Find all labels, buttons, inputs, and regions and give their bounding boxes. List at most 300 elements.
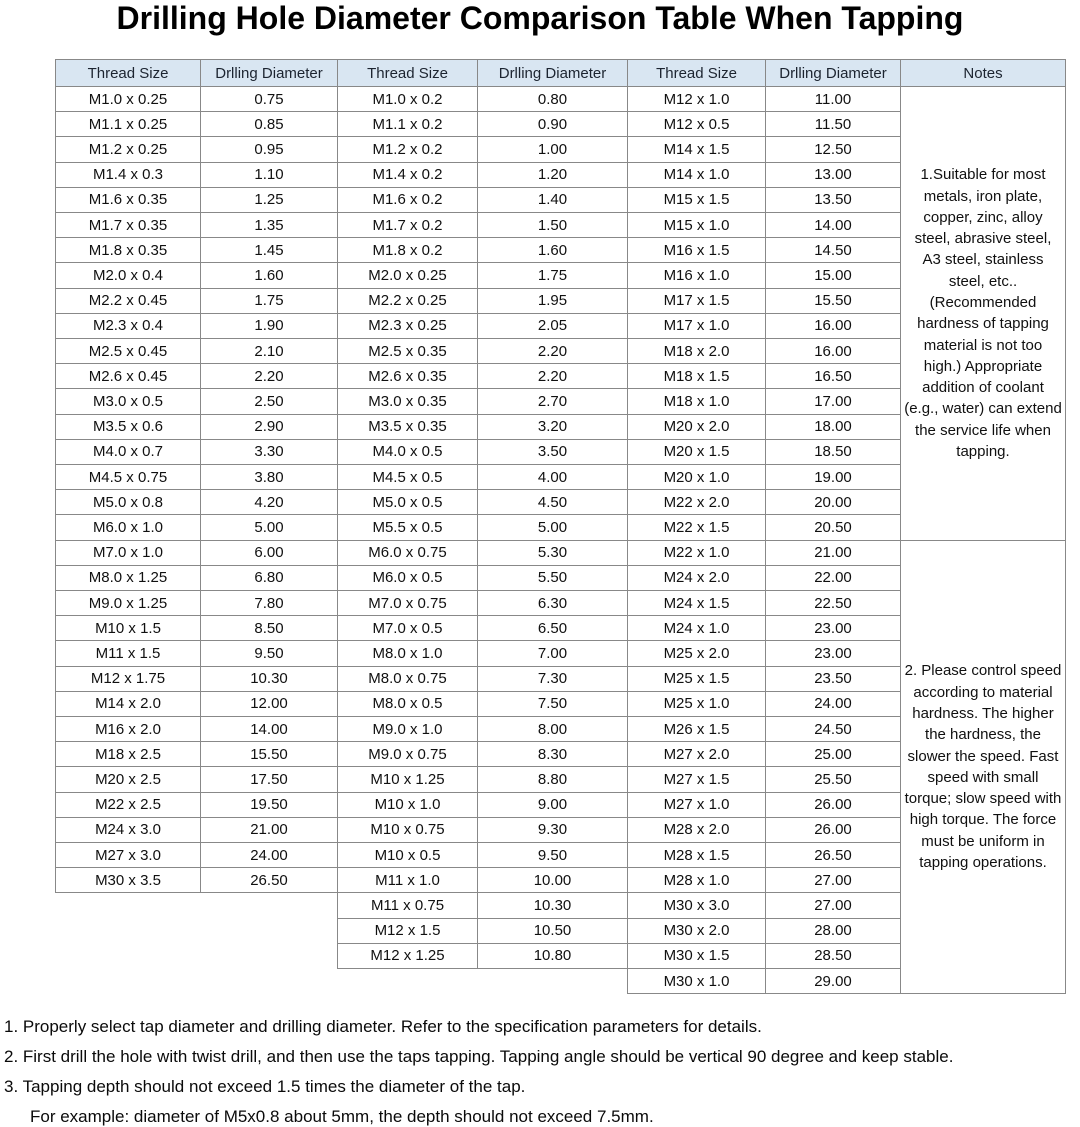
drill-diameter-cell-text: 21.00 [814, 544, 852, 562]
thread-size-cell-text: M14 x 1.0 [663, 166, 730, 184]
drill-diameter-cell [765, 792, 901, 818]
thread-size-cell-text: M1.1 x 0.25 [88, 115, 168, 133]
drill-diameter-cell [477, 162, 628, 188]
drill-diameter-cell [477, 464, 628, 490]
thread-size-cell-text: M11 x 1.5 [95, 644, 161, 662]
thread-size-cell [55, 338, 201, 364]
thread-size-cell-text: M1.8 x 0.35 [88, 241, 168, 259]
drill-diameter-cell [200, 262, 338, 288]
thread-size-cell [55, 842, 201, 868]
thread-size-cell-text: M7.0 x 1.0 [92, 544, 164, 562]
drill-diameter-cell-text: 5.00 [254, 518, 284, 536]
drill-diameter-cell-text: 0.85 [254, 115, 284, 133]
drill-diameter-cell-text: 9.50 [537, 846, 568, 864]
drill-diameter-cell-text: 1.25 [254, 191, 284, 209]
notes-cell-2-text: 2. Please control speed according to material hardness. The higher the hardness, the slower the speed. Fast speed with small torque; slow speed with high torque. The force must be uniform in tapping operations. [904, 662, 1062, 872]
drill-diameter-cell-text: 0.80 [537, 90, 568, 108]
drill-diameter-cell [765, 867, 901, 893]
thread-size-cell-text: M4.5 x 0.75 [88, 468, 168, 486]
thread-size-cell [337, 388, 478, 414]
thread-size-cell-text: M15 x 1.0 [663, 216, 730, 234]
drill-diameter-cell [477, 766, 628, 792]
drill-diameter-cell-text: 17.00 [814, 392, 852, 410]
drill-diameter-cell [200, 514, 338, 540]
thread-size-cell-text: M1.8 x 0.2 [372, 241, 443, 259]
thread-size-cell [337, 666, 478, 692]
drill-diameter-cell [200, 86, 338, 112]
drill-diameter-cell-text: 6.00 [254, 544, 284, 562]
thread-size-cell-text: M27 x 1.5 [663, 770, 730, 788]
thread-size-cell [337, 212, 478, 238]
drill-diameter-cell [477, 842, 628, 868]
header-cell-5-text: Thread Size [656, 64, 737, 82]
footer-note-2: 2. First drill the hole with twist drill, and then use the taps tapping. Tapping angle should be vertical 90 degree and keep stable. [4, 1047, 954, 1066]
drill-diameter-cell-text: 19.00 [814, 468, 852, 486]
thread-size-cell [627, 262, 766, 288]
drill-diameter-cell-text: 26.00 [814, 796, 852, 814]
drill-diameter-cell-text: 5.00 [537, 518, 568, 536]
drill-diameter-cell [200, 288, 338, 314]
thread-size-cell [627, 464, 766, 490]
drill-diameter-cell-text: 24.50 [814, 720, 852, 738]
thread-size-cell [627, 716, 766, 742]
drill-diameter-cell-text: 2.05 [537, 317, 568, 335]
thread-size-cell [55, 212, 201, 238]
drill-diameter-cell-text: 5.30 [537, 544, 568, 562]
drill-diameter-cell [765, 262, 901, 288]
drill-diameter-cell-text: 1.40 [537, 191, 568, 209]
header-cell-2 [200, 59, 338, 87]
thread-size-cell-text: M24 x 1.0 [663, 619, 730, 637]
drill-diameter-cell-text: 2.20 [254, 367, 284, 385]
thread-size-cell [627, 741, 766, 767]
thread-size-cell-text: M12 x 1.5 [374, 922, 441, 940]
thread-size-cell-text: M12 x 1.25 [370, 947, 445, 965]
thread-size-cell [55, 716, 201, 742]
drill-diameter-cell-text: 6.80 [254, 569, 284, 587]
drill-diameter-cell [477, 111, 628, 137]
footer-notes [4, 1012, 1078, 1127]
thread-size-cell-text: M1.7 x 0.2 [372, 216, 443, 234]
thread-size-cell [55, 111, 201, 137]
thread-size-cell-text: M22 x 1.5 [663, 518, 730, 536]
thread-size-cell-text: M4.0 x 0.7 [92, 443, 164, 461]
thread-size-cell-text: M30 x 3.0 [663, 896, 730, 914]
thread-size-cell [337, 918, 478, 944]
header-cell-4-text: Drlling Diameter [498, 64, 607, 82]
drill-diameter-cell-text: 23.00 [814, 644, 852, 662]
drill-diameter-cell-text: 8.30 [537, 745, 568, 763]
drill-diameter-cell-text: 22.00 [814, 569, 852, 587]
thread-size-cell-text: M3.0 x 0.5 [92, 392, 164, 410]
thread-size-cell-text: M2.3 x 0.25 [368, 317, 447, 335]
thread-size-cell [627, 136, 766, 162]
drill-diameter-cell [200, 439, 338, 465]
drill-diameter-cell-text: 24.00 [250, 846, 288, 864]
thread-size-cell [337, 313, 478, 339]
thread-size-cell [337, 565, 478, 591]
drill-diameter-cell-text: 28.50 [814, 947, 852, 965]
drill-diameter-cell [765, 590, 901, 616]
thread-size-cell-text: M4.5 x 0.5 [372, 468, 443, 486]
drill-diameter-cell-text: 21.00 [250, 821, 288, 839]
thread-size-cell-text: M8.0 x 0.5 [372, 695, 443, 713]
drill-diameter-cell-text: 23.00 [814, 619, 852, 637]
thread-size-cell-text: M1.7 x 0.35 [88, 216, 168, 234]
thread-size-cell [337, 288, 478, 314]
drill-diameter-cell [200, 640, 338, 666]
thread-size-cell [627, 691, 766, 717]
thread-size-cell-text: M1.2 x 0.25 [88, 140, 168, 158]
drill-diameter-cell [765, 943, 901, 969]
drill-diameter-cell [765, 212, 901, 238]
thread-size-cell-text: M10 x 1.0 [374, 796, 441, 814]
drill-diameter-cell [765, 817, 901, 843]
thread-size-cell [337, 540, 478, 566]
thread-size-cell [55, 464, 201, 490]
drill-diameter-cell [765, 414, 901, 440]
thread-size-cell [337, 943, 478, 969]
drill-diameter-cell [200, 111, 338, 137]
drill-diameter-cell-text: 27.00 [814, 871, 852, 889]
thread-size-cell-text: M2.5 x 0.35 [368, 342, 447, 360]
drill-diameter-cell-text: 2.20 [537, 342, 568, 360]
drill-diameter-cell-text: 4.00 [537, 468, 568, 486]
drill-diameter-cell [477, 565, 628, 591]
thread-size-cell [337, 766, 478, 792]
thread-size-cell [55, 741, 201, 767]
drill-diameter-cell [477, 187, 628, 213]
drill-diameter-cell-text: 7.80 [254, 594, 284, 612]
thread-size-cell [627, 766, 766, 792]
drill-diameter-cell-text: 29.00 [814, 972, 852, 990]
thread-size-cell [627, 867, 766, 893]
drill-diameter-cell [765, 187, 901, 213]
drill-diameter-cell-text: 8.50 [254, 619, 284, 637]
thread-size-cell-text: M1.1 x 0.2 [372, 115, 443, 133]
drill-diameter-cell [765, 313, 901, 339]
thread-size-cell-text: M26 x 1.5 [663, 720, 730, 738]
thread-size-cell-text: M25 x 1.0 [663, 695, 730, 713]
thread-size-cell [337, 615, 478, 641]
thread-size-cell [55, 540, 201, 566]
drill-diameter-cell-text: 1.75 [537, 266, 568, 284]
thread-size-cell [627, 817, 766, 843]
thread-size-cell [337, 817, 478, 843]
drill-diameter-cell [477, 86, 628, 112]
thread-size-cell-text: M17 x 1.5 [663, 292, 730, 310]
thread-size-cell-text: M2.5 x 0.45 [88, 342, 168, 360]
thread-size-cell [627, 187, 766, 213]
drill-diameter-cell-text: 4.50 [537, 493, 568, 511]
drill-diameter-cell-text: 7.30 [537, 670, 568, 688]
drill-diameter-cell [477, 691, 628, 717]
drill-diameter-cell [765, 464, 901, 490]
thread-size-cell [55, 666, 201, 692]
thread-size-cell-text: M2.6 x 0.45 [88, 367, 168, 385]
thread-size-cell [337, 86, 478, 112]
drill-diameter-cell-text: 9.50 [254, 644, 284, 662]
drill-diameter-cell [765, 237, 901, 263]
drill-diameter-cell [200, 414, 338, 440]
header-cell-1 [55, 59, 201, 87]
thread-size-cell-text: M8.0 x 1.0 [372, 644, 443, 662]
drill-diameter-cell [200, 741, 338, 767]
drill-diameter-cell-text: 11.50 [814, 115, 852, 133]
drill-diameter-cell-text: 9.30 [537, 821, 568, 839]
drill-diameter-cell [200, 540, 338, 566]
header-cell-2-text: Drlling Diameter [215, 64, 323, 82]
drill-diameter-cell-text: 11.00 [814, 90, 852, 108]
thread-size-cell [627, 111, 766, 137]
drill-diameter-cell-text: 13.50 [814, 191, 852, 209]
thread-size-cell-text: M3.5 x 0.6 [92, 418, 164, 436]
footer-note-4: For example: diameter of M5x0.8 about 5mm, the depth should not exceed 7.5mm. [30, 1107, 654, 1126]
thread-size-cell-text: M2.3 x 0.4 [92, 317, 164, 335]
drill-diameter-cell [765, 439, 901, 465]
drill-diameter-cell-text: 2.10 [254, 342, 284, 360]
thread-size-cell [55, 691, 201, 717]
thread-size-cell [55, 565, 201, 591]
drill-diameter-cell [200, 842, 338, 868]
thread-size-cell-text: M14 x 1.5 [663, 140, 730, 158]
thread-size-cell-text: M16 x 1.0 [663, 266, 730, 284]
thread-size-cell-text: M6.0 x 0.5 [372, 569, 443, 587]
drill-diameter-cell [765, 842, 901, 868]
notes-cell-1-text: 1.Suitable for most metals, iron plate, copper, zinc, alloy steel, abrasive steel, A3 steel, stainless steel, etc..(Recommended hardness of tapping material is not too high.) Appropriate addition of coolant (e.g., water) can extend the service life when tapping. [904, 166, 1062, 461]
thread-size-cell-text: M20 x 1.0 [663, 468, 730, 486]
drill-diameter-cell [477, 640, 628, 666]
drill-diameter-cell-text: 13.00 [814, 166, 852, 184]
thread-size-cell-text: M10 x 1.25 [370, 770, 445, 788]
thread-size-cell-text: M7.0 x 0.75 [368, 594, 447, 612]
drill-diameter-cell [200, 590, 338, 616]
drill-diameter-cell [765, 540, 901, 566]
thread-size-cell-text: M11 x 1.0 [375, 871, 440, 889]
drill-diameter-cell [477, 212, 628, 238]
thread-size-cell-text: M28 x 1.0 [663, 871, 730, 889]
drill-diameter-cell-text: 10.30 [250, 670, 288, 688]
drill-diameter-cell-text: 3.20 [537, 418, 568, 436]
thread-size-cell-text: M9.0 x 1.25 [88, 594, 168, 612]
thread-size-cell [627, 162, 766, 188]
drill-diameter-cell-text: 0.75 [254, 90, 284, 108]
drill-diameter-cell-text: 2.70 [537, 392, 568, 410]
drill-diameter-cell [477, 388, 628, 414]
drill-diameter-cell [477, 590, 628, 616]
header-cell-5 [627, 59, 766, 87]
thread-size-cell-text: M18 x 2.0 [663, 342, 730, 360]
drill-diameter-cell [200, 313, 338, 339]
notes-cell-1 [900, 86, 1066, 541]
drill-diameter-cell [200, 237, 338, 263]
drill-diameter-cell [765, 716, 901, 742]
drill-diameter-cell-text: 12.50 [814, 140, 852, 158]
thread-size-cell [55, 414, 201, 440]
thread-size-cell [627, 514, 766, 540]
drill-diameter-cell-text: 1.45 [254, 241, 284, 259]
thread-size-cell [337, 338, 478, 364]
drill-diameter-cell-text: 3.50 [537, 443, 568, 461]
thread-size-cell-text: M5.0 x 0.8 [92, 493, 164, 511]
thread-size-cell [55, 590, 201, 616]
drill-diameter-cell-text: 23.50 [814, 670, 852, 688]
drill-diameter-cell-text: 6.50 [537, 619, 568, 637]
thread-size-cell [627, 338, 766, 364]
thread-size-cell-text: M18 x 1.0 [663, 392, 730, 410]
drill-diameter-cell-text: 1.00 [537, 140, 568, 158]
thread-size-cell-text: M18 x 2.5 [95, 745, 161, 763]
thread-size-cell [627, 666, 766, 692]
drill-diameter-cell-text: 1.50 [537, 216, 568, 234]
thread-size-cell-text: M22 x 1.0 [663, 544, 730, 562]
header-cell-4 [477, 59, 628, 87]
thread-size-cell-text: M15 x 1.5 [663, 191, 730, 209]
thread-size-cell [337, 792, 478, 818]
thread-size-cell-text: M1.4 x 0.2 [372, 166, 443, 184]
thread-size-cell-text: M6.0 x 0.75 [368, 544, 447, 562]
drill-diameter-cell [477, 414, 628, 440]
thread-size-cell [627, 313, 766, 339]
drill-diameter-cell [200, 187, 338, 213]
thread-size-cell-text: M27 x 2.0 [663, 745, 730, 763]
thread-size-cell-text: M16 x 2.0 [95, 720, 161, 738]
page-title: Drilling Hole Diameter Comparison Table When Tapping [116, 0, 964, 36]
drill-diameter-cell-text: 14.00 [250, 720, 288, 738]
thread-size-cell [627, 615, 766, 641]
drill-diameter-cell [200, 666, 338, 692]
drill-diameter-cell [765, 565, 901, 591]
drill-diameter-cell [765, 111, 901, 137]
thread-size-cell-text: M25 x 2.0 [663, 644, 730, 662]
thread-size-cell-text: M22 x 2.5 [95, 796, 161, 814]
thread-size-cell [627, 968, 766, 994]
thread-size-cell-text: M1.0 x 0.2 [372, 90, 443, 108]
header-cell-7 [900, 59, 1066, 87]
thread-size-cell-text: M24 x 2.0 [663, 569, 730, 587]
drill-diameter-cell [200, 338, 338, 364]
comparison-table [55, 59, 1067, 996]
drill-diameter-cell [765, 86, 901, 112]
thread-size-cell [55, 313, 201, 339]
drill-diameter-cell-text: 27.00 [814, 896, 852, 914]
thread-size-cell-text: M7.0 x 0.5 [372, 619, 443, 637]
drill-diameter-cell [200, 817, 338, 843]
drill-diameter-cell-text: 19.50 [250, 796, 288, 814]
drill-diameter-cell-text: 20.50 [814, 518, 852, 536]
thread-size-cell [627, 237, 766, 263]
drill-diameter-cell-text: 26.50 [814, 846, 852, 864]
drill-diameter-cell [477, 867, 628, 893]
thread-size-cell-text: M1.4 x 0.3 [92, 166, 164, 184]
drill-diameter-cell-text: 8.80 [537, 770, 568, 788]
header-cell-3-text: Thread Size [367, 64, 448, 82]
thread-size-cell-text: M1.0 x 0.25 [88, 90, 168, 108]
drill-diameter-cell-text: 2.50 [254, 392, 284, 410]
thread-size-cell [55, 817, 201, 843]
drill-diameter-cell [477, 666, 628, 692]
thread-size-cell [337, 136, 478, 162]
drill-diameter-cell [477, 313, 628, 339]
thread-size-cell [337, 464, 478, 490]
drill-diameter-cell [765, 489, 901, 515]
thread-size-cell [627, 892, 766, 918]
drill-diameter-cell [765, 136, 901, 162]
drill-diameter-cell [765, 666, 901, 692]
drill-diameter-cell-text: 14.50 [814, 241, 852, 259]
drill-diameter-cell [765, 918, 901, 944]
drill-diameter-cell-text: 6.30 [537, 594, 568, 612]
drill-diameter-cell [200, 363, 338, 389]
header-cell-1-text: Thread Size [87, 64, 169, 82]
thread-size-cell-text: M17 x 1.0 [663, 317, 730, 335]
thread-size-cell-text: M9.0 x 0.75 [368, 745, 447, 763]
thread-size-cell [337, 111, 478, 137]
thread-size-cell-text: M2.2 x 0.25 [368, 292, 447, 310]
drill-diameter-cell-text: 18.00 [814, 418, 852, 436]
drill-diameter-cell [200, 489, 338, 515]
drill-diameter-cell-text: 3.80 [254, 468, 284, 486]
drill-diameter-cell [477, 716, 628, 742]
thread-size-cell [627, 212, 766, 238]
thread-size-cell-text: M2.2 x 0.45 [88, 292, 168, 310]
drill-diameter-cell-text: 8.00 [537, 720, 568, 738]
thread-size-cell [627, 86, 766, 112]
drill-diameter-cell [765, 615, 901, 641]
drill-diameter-cell-text: 2.90 [254, 418, 284, 436]
thread-size-cell-text: M10 x 0.5 [374, 846, 441, 864]
thread-size-cell [337, 489, 478, 515]
drill-diameter-cell-text: 10.50 [533, 922, 572, 940]
thread-size-cell [337, 162, 478, 188]
drill-diameter-cell-text: 1.35 [254, 216, 284, 234]
drill-diameter-cell-text: 18.50 [814, 443, 852, 461]
header-cell-6-text: Drlling Diameter [779, 64, 887, 82]
drill-diameter-cell-text: 22.50 [814, 594, 852, 612]
thread-size-cell [55, 136, 201, 162]
thread-size-cell-text: M27 x 3.0 [95, 846, 161, 864]
drill-diameter-cell-text: 1.90 [254, 317, 284, 335]
drill-diameter-cell [200, 162, 338, 188]
thread-size-cell [627, 590, 766, 616]
thread-size-cell [55, 766, 201, 792]
thread-size-cell-text: M1.2 x 0.2 [372, 140, 443, 158]
thread-size-cell-text: M22 x 2.0 [663, 493, 730, 511]
drill-diameter-cell-text: 1.60 [254, 266, 284, 284]
drill-diameter-cell [200, 565, 338, 591]
drill-diameter-cell [477, 338, 628, 364]
drill-diameter-cell [200, 766, 338, 792]
thread-size-cell-text: M4.0 x 0.5 [372, 443, 443, 461]
thread-size-cell [55, 615, 201, 641]
drill-diameter-cell [477, 741, 628, 767]
drill-diameter-cell [765, 968, 901, 994]
thread-size-cell [337, 187, 478, 213]
drill-diameter-cell-text: 16.00 [814, 317, 852, 335]
thread-size-cell [337, 741, 478, 767]
thread-size-cell [627, 943, 766, 969]
thread-size-cell [337, 892, 478, 918]
thread-size-cell-text: M6.0 x 1.0 [92, 518, 164, 536]
thread-size-cell [627, 388, 766, 414]
drill-diameter-cell [765, 288, 901, 314]
drill-diameter-cell [477, 288, 628, 314]
thread-size-cell [337, 590, 478, 616]
drill-diameter-cell [200, 792, 338, 818]
thread-size-cell-text: M9.0 x 1.0 [372, 720, 443, 738]
drill-diameter-cell [477, 237, 628, 263]
thread-size-cell-text: M10 x 1.5 [95, 619, 161, 637]
